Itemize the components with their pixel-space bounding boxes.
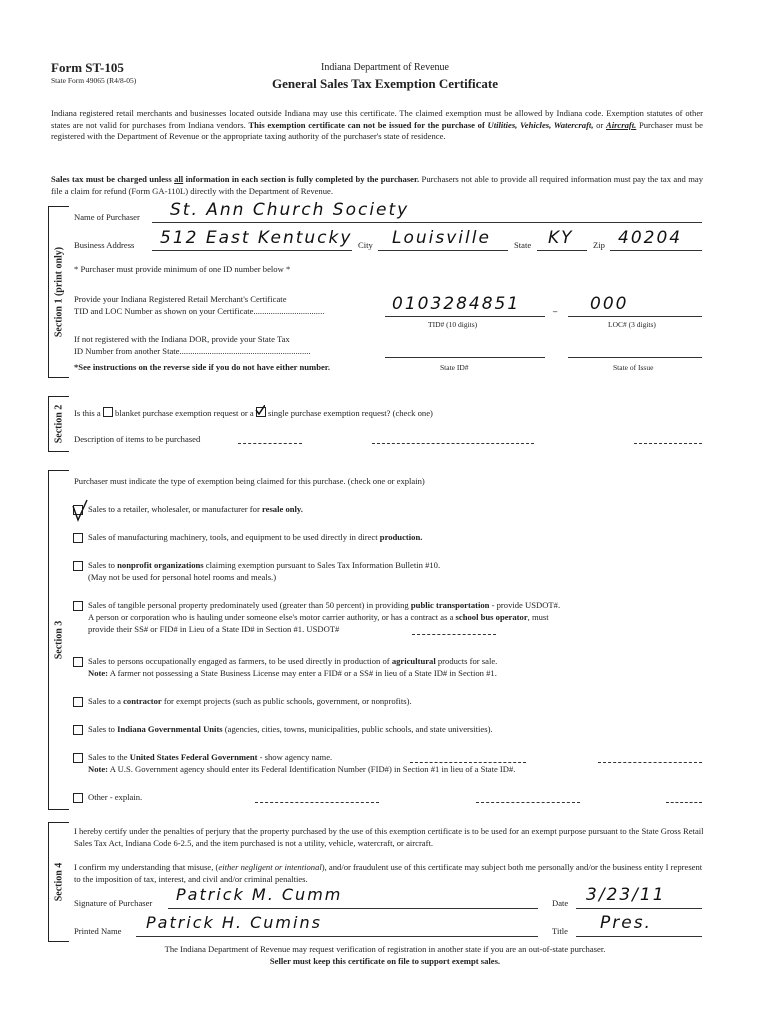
printed-name-field[interactable]: Patrick H. Cumins (146, 913, 322, 932)
date-field[interactable]: 3/23/11 (586, 885, 666, 905)
resale-option: Sales to a retailer, wholesaler, or manufacturer for resale only. (88, 504, 303, 514)
section-3-box (48, 470, 69, 810)
printed-name-label: Printed Name (74, 926, 122, 936)
federal-government-checkbox[interactable] (73, 753, 83, 763)
business-address-field[interactable]: 512 East Kentucky (160, 228, 353, 248)
section-3-label: Section 3 (53, 620, 65, 660)
manufacturing-option: Sales of manufacturing machinery, tools, and equipment to be used directly in direct production. (88, 532, 423, 542)
date-label: Date (552, 898, 569, 908)
manufacturing-checkbox[interactable] (73, 533, 83, 543)
usdot-line: provide their SS# or FID# in Lieu of a State ID# in Section #1. USDOT# (88, 624, 340, 634)
federal-government-option: Sales to the United States Federal Government - show agency name. (88, 752, 333, 762)
check-mark-icon (255, 405, 265, 415)
nonprofit-checkbox[interactable] (73, 561, 83, 571)
seller-note: Seller must keep this certificate on file to support exempt sales. (269, 956, 501, 966)
nonprofit-note: (May not be used for personal hotel rooms and meals.) (88, 572, 277, 582)
section-2-label: Section 2 (53, 404, 65, 444)
governmental-units-checkbox[interactable] (73, 725, 83, 735)
section-1-label: Section 1 (print only) (53, 246, 65, 338)
other-state-instruction-2: ID Number from another State............................................................. (74, 346, 311, 356)
rrmc-instruction-2: TID and LOC Number as shown on your Certificate................................. (74, 306, 325, 316)
city-field[interactable]: Louisville (392, 228, 491, 248)
tid-caption: TID# (10 digits) (428, 320, 478, 329)
purchaser-name-field[interactable]: St. Ann Church Society (170, 200, 410, 220)
intro-paragraph: Indiana registered retail merchants and businesses located outside Indiana may use this certificate. The claimed exemption must be allowed by Indiana code. Exemption statutes of other states are not valid for purchases from Indiana vendors. This exemption certificate can not be issued for the purchase of Utilities, Vehicles, Watercraft, or Aircraft. Purchaser must be registered with the Department of Revenue or the appropriate taxing authority of the purchaser's state of residence. (51, 108, 703, 141)
blanket-checkbox[interactable] (103, 407, 113, 417)
loc-caption: LOC# (3 digits) (608, 320, 656, 329)
city-label: City (358, 240, 373, 250)
purchase-type-question: Is this a blanket purchase exemption request or a single purchase exemption request? (check one) (74, 406, 433, 419)
description-label: Description of items to be purchased (74, 434, 201, 444)
tid-field[interactable]: 0103284851 (392, 294, 521, 314)
instructions-note: *See instructions on the reverse side if you do not have either number. (74, 362, 330, 372)
title-field[interactable]: Pres. (600, 913, 652, 933)
verification-note: The Indiana Department of Revenue may request verification of registration in another state if you are an out-of-state purchaser. (164, 944, 606, 954)
public-transportation-checkbox[interactable] (73, 601, 83, 611)
department-name: Indiana Department of Revenue (320, 62, 449, 73)
section-4-label: Section 4 (53, 862, 65, 902)
signature-field[interactable]: Patrick M. Cumm (176, 885, 343, 904)
state-form-number: State Form 49065 (R4/8-05) (51, 76, 137, 85)
nonprofit-option: Sales to nonprofit organizations claiming exemption pursuant to Sales Tax Information Bulletin #10. (88, 560, 441, 570)
page-title: General Sales Tax Exemption Certificate (271, 76, 499, 91)
form-number: Form ST-105 (51, 60, 124, 75)
id-requirement-note: * Purchaser must provide minimum of one ID number below * (74, 264, 291, 274)
penalty-paragraph: I confirm my understanding that misuse, (either negligent or intentional), and/or fraudulent use of this certificate may subject both me personally and/or the business entity I represent to the imposition of tax, interest, and civil and/or criminal penalties. (74, 862, 703, 884)
section-4-box (48, 822, 69, 942)
requirement-paragraph: Sales tax must be charged unless all information in each section is fully completed by the purchaser. Purchasers not able to provide all required information must pay the tax and may file a claim for refund (Form GA-110L) directly with the Department of Revenue. (51, 174, 703, 196)
zip-field[interactable]: 40204 (618, 228, 683, 248)
signature-label: Signature of Purchaser (74, 898, 153, 908)
state-id-caption: State ID# (440, 363, 469, 372)
federal-note: Note: A U.S. Government agency should enter its Federal Identification Number (FID#) in Section #1 in lieu of a State ID#. (88, 764, 516, 774)
school-bus-note: A person or corporation who is hauling under someone else's motor carrier authority, or has a contract as a school bus operator, must (88, 612, 549, 622)
zip-label: Zip (593, 240, 605, 250)
other-state-instruction-1: If not registered with the Indiana DOR, provide your State Tax (74, 334, 290, 344)
agricultural-checkbox[interactable] (73, 657, 83, 667)
section-1-box (48, 206, 69, 378)
rrmc-instruction-1: Provide your Indiana Registered Retail Merchant's Certificate (74, 294, 287, 304)
single-checkbox[interactable] (256, 407, 266, 417)
title-label: Title (552, 926, 568, 936)
certification-paragraph: I hereby certify under the penalties of perjury that the property purchased by the use of this exemption certificate is to be used for an exempt purpose pursuant to the State Gross Retail Sales Tax Act, Indiana Code 6-2.5, and the item purchased is not a utility, vehicle, watercraft, or aircraft. (74, 826, 704, 848)
contractor-checkbox[interactable] (73, 697, 83, 707)
business-address-label: Business Address (74, 240, 135, 250)
governmental-units-option: Sales to Indiana Governmental Units (agencies, cities, towns, municipalities, public schools, and state universities). (88, 724, 493, 734)
agricultural-option: Sales to persons occupationally engaged as farmers, to be used directly in production of agricultural products for sale. (88, 656, 498, 666)
state-of-issue-caption: State of Issue (613, 363, 654, 372)
other-option: Other - explain. (88, 792, 143, 802)
state-field[interactable]: KY (548, 228, 574, 248)
purchaser-name-label: Name of Purchaser (74, 212, 140, 222)
contractor-option: Sales to a contractor for exempt projects (such as public schools, government, or nonprofits). (88, 696, 412, 706)
public-transportation-option: Sales of tangible personal property predominately used (greater than 50 percent) in providing public transportation - provide USDOT#. (88, 600, 561, 610)
state-label: State (514, 240, 532, 250)
tid-loc-dash: – (553, 306, 558, 316)
farmer-note: Note: A farmer not possessing a State Business License may enter a FID# or a SS# in lieu of a State ID# in Section #1. (88, 668, 497, 678)
loc-field[interactable]: 000 (590, 294, 629, 314)
exemption-type-instruction: Purchaser must indicate the type of exemption being claimed for this purchase. (check one or explain) (74, 476, 425, 486)
other-checkbox[interactable] (73, 793, 83, 803)
section-2-box (48, 396, 69, 452)
